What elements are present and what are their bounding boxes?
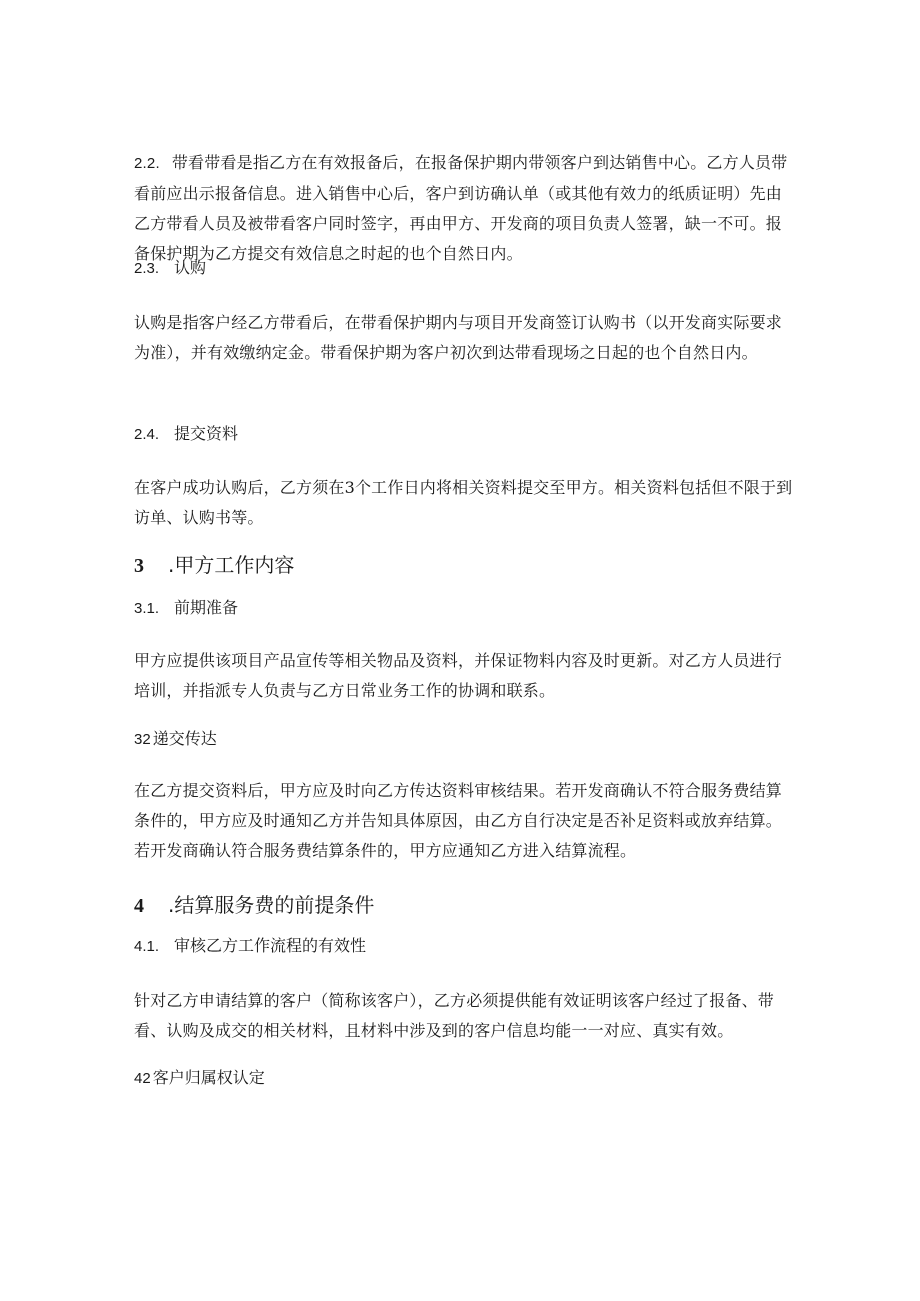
section-2-4-number: 2.4. <box>134 426 160 443</box>
section-2-3-title: 认购 <box>174 258 207 277</box>
section-2-3-paragraph: 认购是指客户经乙方带看后，在带看保护期内与项目开发商签订认购书（以开发商实际要求为准），并有效缴纳定金。带看保护期为客户初次到达带看现场之日起的也个自然日内。 <box>134 313 783 362</box>
section-4-1-title: 审核乙方工作流程的有效性 <box>174 936 367 955</box>
section-3-title: .甲方工作内容 <box>168 553 295 577</box>
section-3-2-heading <box>134 727 794 752</box>
section-2-4-paragraph: 在客户成功认购后，乙方须在3个工作日内将相关资料提交至甲方。相关资料包括但不限于到访单、认购书等。 <box>134 478 793 527</box>
section-2-3-heading <box>134 256 794 281</box>
section-3-2-number: 32 <box>134 731 151 748</box>
section-4-2-number: 42 <box>134 1070 151 1087</box>
section-3-heading <box>134 551 794 580</box>
section-2-2-number: 2.2. <box>134 155 160 172</box>
section-3-2-paragraph: 在乙方提交资料后，甲方应及时向乙方传达资料审核结果。若开发商确认不符合服务费结算条件的，甲方应及时通知乙方并告知具体原因，由乙方自行决定是否补足资料或放弃结算。若开发商确认符合服务费结算条件的，甲方应通知乙方进入结算流程。 <box>134 781 783 860</box>
section-2-2-paragraph <box>134 148 794 269</box>
section-2-4-title: 提交资料 <box>174 424 239 443</box>
section-4-2-title: 客户归属权认定 <box>152 1068 265 1087</box>
section-4-2-heading <box>134 1066 794 1091</box>
section-3-number: 3 <box>134 555 144 577</box>
section-3-1-title: 前期准备 <box>174 598 239 617</box>
section-3-1-paragraph: 甲方应提供该项目产品宣传等相关物品及资料，并保证物料内容及时更新。对乙方人员进行培训，并指派专人负责与乙方日常业务工作的协调和联系。 <box>134 651 783 700</box>
section-4-heading <box>134 891 794 920</box>
section-3-1-heading <box>134 596 794 621</box>
section-4-1-heading <box>134 934 794 959</box>
section-4-title: .结算服务费的前提条件 <box>168 893 375 917</box>
section-2-2-text: 带看带看是指乙方在有效报备后，在报备保护期内带领客户到达销售中心。乙方人员带看前应出示报备信息。进入销售中心后，客户到访确认单（或其他有效力的纸质证明）先由乙方带看人员及被带看客户同时签字，再由甲方、开发商的项目负责人签署，缺一不可。报备保护期为乙方提交有效信息之时起的也个自然日内。 <box>134 153 788 263</box>
section-2-4-heading <box>134 422 794 447</box>
section-4-1-paragraph: 针对乙方申请结算的客户（简称该客户），乙方必须提供能有效证明该客户经过了报备、带看、认购及成交的相关材料，且材料中涉及到的客户信息均能一一对应、真实有效。 <box>134 991 775 1040</box>
section-4-1-number: 4.1. <box>134 938 160 955</box>
section-3-2-title: 递交传达 <box>152 729 217 748</box>
section-3-1-number: 3.1. <box>134 600 160 617</box>
section-2-3-number: 2.3. <box>134 260 160 277</box>
section-4-number: 4 <box>134 895 144 917</box>
